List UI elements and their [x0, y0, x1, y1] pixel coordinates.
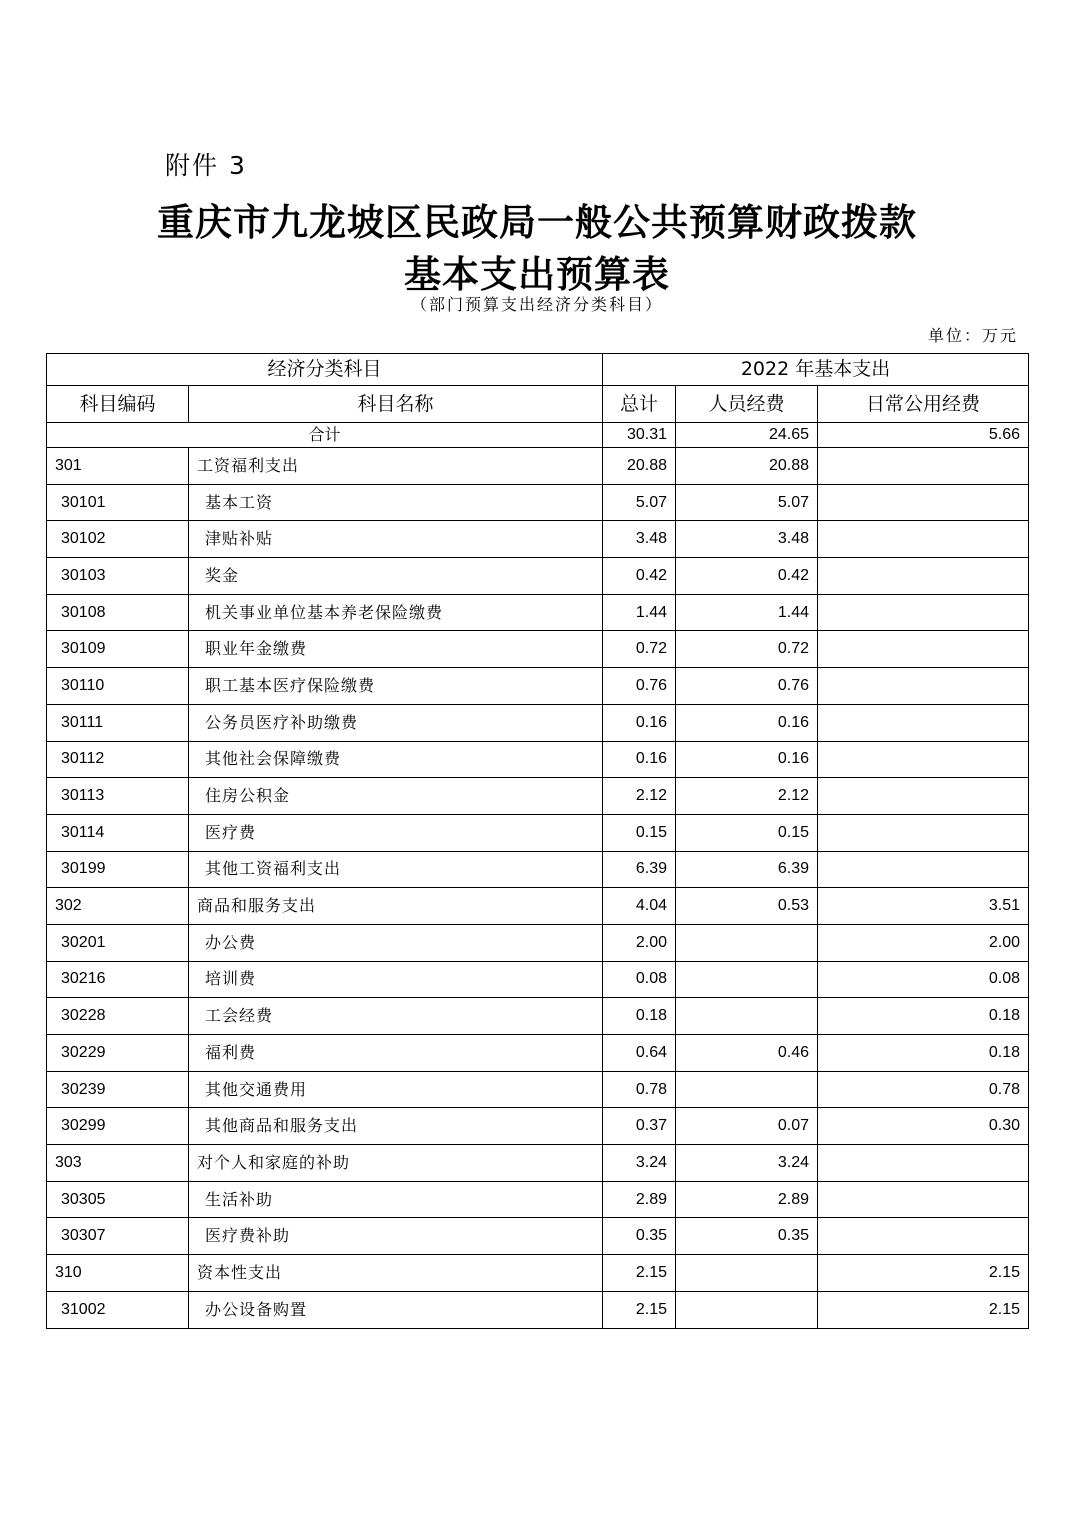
row-name: 生活补助 — [189, 1181, 603, 1218]
table-row — [47, 1071, 1029, 1108]
page-title-line-2: 基本支出预算表 — [404, 252, 670, 296]
row-name: 职业年金缴费 — [189, 631, 603, 668]
row-public — [818, 814, 1029, 851]
row-name: 其他工资福利支出 — [189, 851, 603, 888]
row-public — [818, 521, 1029, 558]
table-row — [47, 1255, 1029, 1292]
row-personnel: 0.72 — [676, 631, 818, 668]
row-name: 工会经费 — [189, 998, 603, 1035]
row-public: 2.15 — [818, 1255, 1029, 1292]
group-header-basic-expenditure: 2022 年基本支出 — [603, 354, 1029, 386]
row-code: 30111 — [47, 704, 189, 741]
row-total: 2.89 — [603, 1181, 676, 1218]
total-label: 合计 — [47, 423, 603, 448]
row-code: 30102 — [47, 521, 189, 558]
row-total: 1.44 — [603, 594, 676, 631]
attachment-label: 附件 3 — [165, 151, 247, 180]
row-personnel — [676, 961, 818, 998]
row-personnel — [676, 1255, 818, 1292]
row-total: 2.15 — [603, 1255, 676, 1292]
row-total: 5.07 — [603, 484, 676, 521]
row-code: 30110 — [47, 668, 189, 705]
row-personnel: 2.12 — [676, 778, 818, 815]
table-row — [47, 888, 1029, 925]
column-header-name: 科目名称 — [189, 386, 603, 423]
budget-table — [46, 353, 1029, 1329]
row-public: 0.08 — [818, 961, 1029, 998]
row-total: 2.00 — [603, 924, 676, 961]
row-public — [818, 741, 1029, 778]
row-code: 31002 — [47, 1291, 189, 1328]
group-header-economic-category: 经济分类科目 — [47, 354, 603, 386]
row-code: 30201 — [47, 924, 189, 961]
row-personnel: 0.15 — [676, 814, 818, 851]
row-public — [818, 558, 1029, 595]
row-total: 0.72 — [603, 631, 676, 668]
row-total: 0.18 — [603, 998, 676, 1035]
row-name: 培训费 — [189, 961, 603, 998]
row-total: 0.76 — [603, 668, 676, 705]
row-name: 公务员医疗补助缴费 — [189, 704, 603, 741]
row-total: 0.37 — [603, 1108, 676, 1145]
row-personnel: 0.07 — [676, 1108, 818, 1145]
row-name: 医疗费 — [189, 814, 603, 851]
page-subtitle: （部门预算支出经济分类科目） — [410, 295, 663, 314]
row-personnel: 0.53 — [676, 888, 818, 925]
total-public-cell: 5.66 — [818, 423, 1029, 448]
table-row — [47, 521, 1029, 558]
row-personnel: 20.88 — [676, 448, 818, 485]
row-code: 30114 — [47, 814, 189, 851]
row-code: 30108 — [47, 594, 189, 631]
row-name: 津贴补贴 — [189, 521, 603, 558]
row-public: 0.18 — [818, 998, 1029, 1035]
row-name: 其他社会保障缴费 — [189, 741, 603, 778]
row-public: 2.00 — [818, 924, 1029, 961]
row-public — [818, 1218, 1029, 1255]
row-code: 30239 — [47, 1071, 189, 1108]
unit-label: 单位：万元 — [927, 326, 1018, 345]
table-row — [47, 1181, 1029, 1218]
row-personnel — [676, 924, 818, 961]
table-row — [47, 778, 1029, 815]
row-personnel: 0.42 — [676, 558, 818, 595]
row-name: 对个人和家庭的补助 — [189, 1145, 603, 1182]
table-group-header-row — [47, 354, 1029, 386]
row-code: 30199 — [47, 851, 189, 888]
row-name: 职工基本医疗保险缴费 — [189, 668, 603, 705]
row-total: 0.15 — [603, 814, 676, 851]
row-personnel: 0.46 — [676, 1035, 818, 1072]
table-column-header-row — [47, 386, 1029, 423]
row-name: 办公设备购置 — [189, 1291, 603, 1328]
page-title-line-1: 重庆市九龙坡区民政局一般公共预算财政拨款 — [157, 200, 917, 244]
column-header-public: 日常公用经费 — [818, 386, 1029, 423]
total-cell: 30.31 — [603, 423, 676, 448]
row-public: 0.18 — [818, 1035, 1029, 1072]
row-public — [818, 448, 1029, 485]
table-row — [47, 558, 1029, 595]
table-row — [47, 594, 1029, 631]
row-code: 30305 — [47, 1181, 189, 1218]
row-total: 2.12 — [603, 778, 676, 815]
table-row — [47, 998, 1029, 1035]
table-row — [47, 851, 1029, 888]
table-row — [47, 1145, 1029, 1182]
row-public: 0.78 — [818, 1071, 1029, 1108]
row-code: 310 — [47, 1255, 189, 1292]
row-code: 302 — [47, 888, 189, 925]
row-name: 工资福利支出 — [189, 448, 603, 485]
table-row — [47, 484, 1029, 521]
row-name: 机关事业单位基本养老保险缴费 — [189, 594, 603, 631]
row-public — [818, 778, 1029, 815]
row-personnel: 6.39 — [676, 851, 818, 888]
table-row — [47, 1035, 1029, 1072]
column-header-total: 总计 — [603, 386, 676, 423]
row-public: 0.30 — [818, 1108, 1029, 1145]
row-name: 医疗费补助 — [189, 1218, 603, 1255]
row-public: 2.15 — [818, 1291, 1029, 1328]
row-code: 301 — [47, 448, 189, 485]
row-name: 奖金 — [189, 558, 603, 595]
row-name: 资本性支出 — [189, 1255, 603, 1292]
row-personnel — [676, 1071, 818, 1108]
row-code: 30216 — [47, 961, 189, 998]
table-row — [47, 668, 1029, 705]
row-name: 商品和服务支出 — [189, 888, 603, 925]
row-public — [818, 484, 1029, 521]
row-code: 303 — [47, 1145, 189, 1182]
table-row — [47, 1108, 1029, 1145]
row-name: 其他商品和服务支出 — [189, 1108, 603, 1145]
row-total: 6.39 — [603, 851, 676, 888]
row-personnel: 3.24 — [676, 1145, 818, 1182]
row-public — [818, 704, 1029, 741]
row-public — [818, 594, 1029, 631]
row-name: 基本工资 — [189, 484, 603, 521]
table-row — [47, 1218, 1029, 1255]
total-personnel-cell: 24.65 — [676, 423, 818, 448]
row-personnel — [676, 1291, 818, 1328]
row-personnel: 2.89 — [676, 1181, 818, 1218]
row-personnel: 0.16 — [676, 741, 818, 778]
row-personnel: 0.16 — [676, 704, 818, 741]
table-row — [47, 1291, 1029, 1328]
row-personnel — [676, 998, 818, 1035]
table-row — [47, 961, 1029, 998]
row-total: 0.64 — [603, 1035, 676, 1072]
row-code: 30307 — [47, 1218, 189, 1255]
row-code: 30113 — [47, 778, 189, 815]
row-total: 3.48 — [603, 521, 676, 558]
row-personnel: 1.44 — [676, 594, 818, 631]
row-public — [818, 668, 1029, 705]
row-name: 福利费 — [189, 1035, 603, 1072]
total-row — [47, 423, 1029, 448]
row-code: 30103 — [47, 558, 189, 595]
table-row — [47, 924, 1029, 961]
row-code: 30228 — [47, 998, 189, 1035]
row-public: 3.51 — [818, 888, 1029, 925]
row-code: 30299 — [47, 1108, 189, 1145]
row-total: 4.04 — [603, 888, 676, 925]
row-name: 办公费 — [189, 924, 603, 961]
row-total: 2.15 — [603, 1291, 676, 1328]
table-row — [47, 704, 1029, 741]
row-total: 0.08 — [603, 961, 676, 998]
row-personnel: 0.76 — [676, 668, 818, 705]
column-header-code: 科目编码 — [47, 386, 189, 423]
row-public — [818, 1145, 1029, 1182]
row-name: 其他交通费用 — [189, 1071, 603, 1108]
table-row — [47, 631, 1029, 668]
row-public — [818, 631, 1029, 668]
row-code: 30109 — [47, 631, 189, 668]
row-personnel: 0.35 — [676, 1218, 818, 1255]
column-header-personnel: 人员经费 — [676, 386, 818, 423]
row-personnel: 3.48 — [676, 521, 818, 558]
table-row — [47, 741, 1029, 778]
table-row — [47, 814, 1029, 851]
row-total: 0.16 — [603, 704, 676, 741]
row-total: 0.78 — [603, 1071, 676, 1108]
table-row — [47, 448, 1029, 485]
row-total: 20.88 — [603, 448, 676, 485]
row-name: 住房公积金 — [189, 778, 603, 815]
row-code: 30112 — [47, 741, 189, 778]
row-total: 0.42 — [603, 558, 676, 595]
row-public — [818, 851, 1029, 888]
row-total: 3.24 — [603, 1145, 676, 1182]
row-total: 0.35 — [603, 1218, 676, 1255]
row-code: 30101 — [47, 484, 189, 521]
row-code: 30229 — [47, 1035, 189, 1072]
row-total: 0.16 — [603, 741, 676, 778]
row-public — [818, 1181, 1029, 1218]
row-personnel: 5.07 — [676, 484, 818, 521]
